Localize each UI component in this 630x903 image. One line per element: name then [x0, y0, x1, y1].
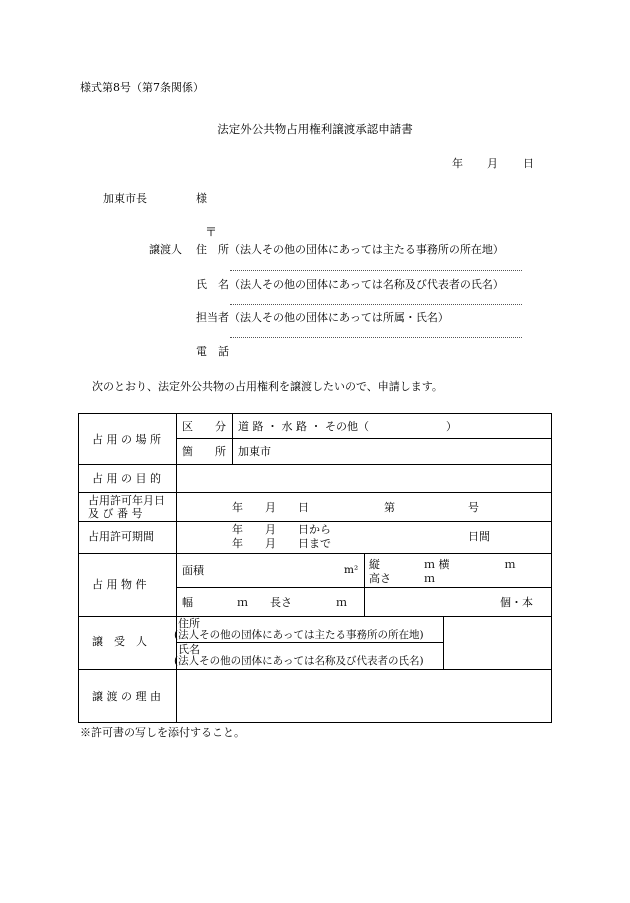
location-label: 占 用 の 場 所: [92, 433, 161, 446]
permit-date-label-2: 及 び 番 号: [88, 507, 143, 520]
assignee-name-line-2: (法人その他の団体にあっては名称及び代表者の氏名): [174, 655, 424, 667]
postal-mark: 〒: [205, 225, 218, 239]
assignor-name-label: 氏 名（法人その他の団体にあっては名称及び代表者の氏名）: [196, 278, 504, 291]
height-label: 高さ ｍ: [369, 572, 435, 585]
object-label: 占 用 物 件: [92, 578, 147, 591]
area-unit: m²: [344, 564, 359, 576]
addressee-name: 加東市長: [103, 192, 147, 205]
assignee-label: 譲 受 人: [92, 635, 147, 648]
count-unit: 個・本: [500, 596, 533, 609]
address-dotted-line: [230, 270, 522, 271]
contact-dotted-line: [230, 337, 522, 338]
document-title: 法定外公共物占用権利譲渡承認申請書: [217, 122, 413, 136]
assignee-address-line-2: (法人その他の団体にあっては主たる事務所の所在地): [174, 629, 424, 641]
category-options: 道 路 ・ 水 路 ・ その他（ ）: [238, 420, 457, 433]
area-label: 面積: [182, 564, 204, 577]
name-dotted-line: [230, 304, 522, 305]
place-value: 加東市: [238, 445, 271, 458]
permit-no-label: 第: [384, 501, 395, 514]
width-length-row: 幅 ｍ 長さ ｍ: [182, 596, 347, 609]
permit-date-value: 年 月 日: [232, 501, 309, 514]
assignee-name-line-1: 氏名: [178, 643, 200, 656]
assignor-label: 譲渡人: [149, 243, 182, 256]
date-day: 日: [523, 157, 534, 170]
assignee-address-line-1: 住所: [178, 617, 200, 630]
date-month: 月: [487, 157, 498, 170]
period-label: 占用許可期間: [88, 530, 154, 543]
category-label: 区 分: [182, 420, 226, 433]
period-from: 年 月 日から: [232, 523, 331, 536]
application-table: [78, 413, 552, 723]
date-year: 年: [452, 157, 463, 170]
intro-text: 次のとおり、法定外公共物の占用権利を譲渡したいので、申請します。: [92, 380, 443, 393]
attachment-note: ※許可書の写しを添付すること。: [80, 726, 245, 739]
permit-no-suffix: 号: [468, 501, 479, 514]
form-number: 様式第8号（第7条関係）: [80, 81, 204, 94]
assignor-phone-label: 電 話: [196, 345, 229, 358]
assignor-contact-label: 担当者（法人その他の団体にあっては所属・氏名）: [196, 311, 449, 324]
place-label: 箇 所: [182, 445, 226, 458]
assignor-address-label: 住 所（法人その他の団体にあっては主たる事務所の所在地）: [196, 243, 504, 256]
dimension-row-1: 縦 ｍ 横 ｍ: [369, 558, 516, 571]
period-days: 日間: [468, 530, 490, 543]
period-to: 年 月 日まで: [232, 537, 331, 550]
addressee-honorific: 様: [196, 192, 207, 205]
permit-date-label-1: 占用許可年月日: [88, 494, 165, 507]
reason-label: 譲 渡 の 理 由: [92, 690, 161, 703]
purpose-label: 占 用 の 目 的: [92, 472, 161, 485]
